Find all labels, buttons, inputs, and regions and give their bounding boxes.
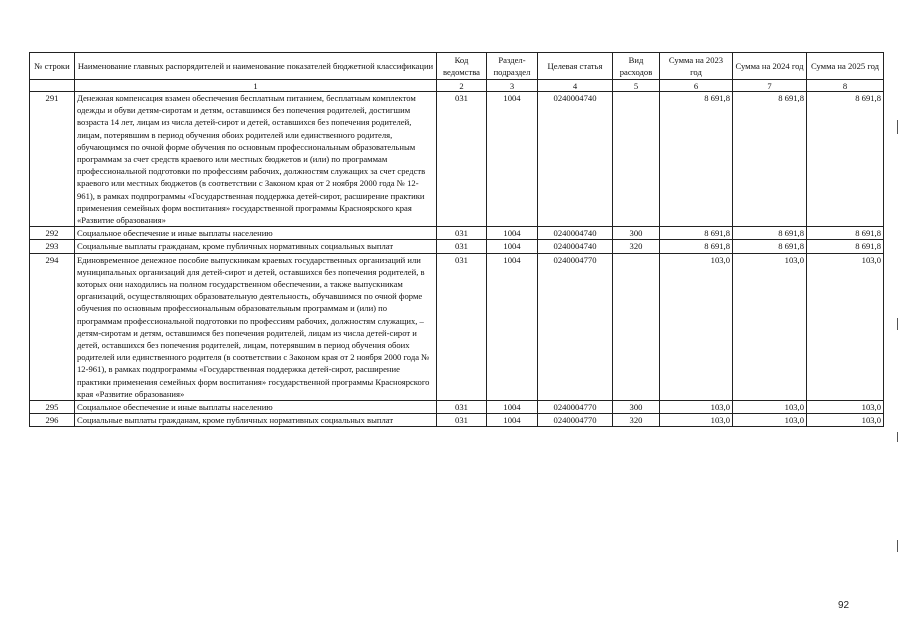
sum-2023: 8 691,8 bbox=[660, 92, 733, 227]
scan-edge-mark bbox=[897, 432, 898, 442]
row-name: Социальное обеспечение и иные выплаты населению bbox=[75, 401, 437, 414]
column-number: 4 bbox=[538, 80, 613, 92]
column-number bbox=[30, 80, 75, 92]
target-article: 0240004770 bbox=[538, 401, 613, 414]
section-code: 1004 bbox=[487, 414, 538, 427]
row-name: Единовременное денежное пособие выпускникам краевых государственных организаций или муниципальных организаций для детей-сирот и детей, оставшихся без попечения родителей, в которых они находились на полном государственном обеспечении, а также выпускникам организаций, осуществляющих образовательную деятельность, обучавшимся по очной форме обучения по основным профессиональным образовательным программам и (или) по программам профессиональной подготовки по профессиям рабочих, должностям служащих, – детям-сиротам и детям, оставшимся без попечения родителей, лицам из числа детей-сирот и детей, оставшихся без попечения родителей, лицам, потерявшим в период обучения обоих родителей или единственного родителя (в соответствии с Законом края от 2 ноября 2000 года № 12-961), в рамках подпрограммы «Государственная поддержка детей-сирот, расширение практики применения семейных форм воспитания» государственной программы Красноярского края «Развитие образования» bbox=[75, 253, 437, 400]
sum-2025: 8 691,8 bbox=[807, 227, 884, 240]
target-article: 0240004740 bbox=[538, 92, 613, 227]
column-number: 5 bbox=[613, 80, 660, 92]
target-article: 0240004770 bbox=[538, 414, 613, 427]
header-sum-2023: Сумма на 2023 год bbox=[660, 53, 733, 80]
section-code: 1004 bbox=[487, 92, 538, 227]
row-name: Социальные выплаты гражданам, кроме публичных нормативных социальных выплат bbox=[75, 240, 437, 253]
sum-2025: 8 691,8 bbox=[807, 92, 884, 227]
column-number: 8 bbox=[807, 80, 884, 92]
header-row-number: № строки bbox=[30, 53, 75, 80]
sum-2025: 103,0 bbox=[807, 253, 884, 400]
dept-code: 031 bbox=[437, 253, 487, 400]
dept-code: 031 bbox=[437, 240, 487, 253]
row-name: Социальные выплаты гражданам, кроме публичных нормативных социальных выплат bbox=[75, 414, 437, 427]
header-target-article: Целевая статья bbox=[538, 53, 613, 80]
column-number: 1 bbox=[75, 80, 437, 92]
sum-2023: 103,0 bbox=[660, 401, 733, 414]
header-expense-type: Вид расходов bbox=[613, 53, 660, 80]
sum-2023: 103,0 bbox=[660, 253, 733, 400]
sum-2023: 8 691,8 bbox=[660, 240, 733, 253]
expense-type: 320 bbox=[613, 240, 660, 253]
sum-2023: 103,0 bbox=[660, 414, 733, 427]
scan-edge-mark bbox=[897, 318, 898, 330]
header-sum-2025: Сумма на 2025 год bbox=[807, 53, 884, 80]
dept-code: 031 bbox=[437, 227, 487, 240]
row-number: 294 bbox=[30, 253, 75, 400]
sum-2025: 103,0 bbox=[807, 401, 884, 414]
section-code: 1004 bbox=[487, 253, 538, 400]
sum-2025: 103,0 bbox=[807, 414, 884, 427]
table-row bbox=[30, 227, 884, 240]
column-number: 6 bbox=[660, 80, 733, 92]
table-header-row bbox=[30, 53, 884, 80]
expense-type bbox=[613, 92, 660, 227]
table-row bbox=[30, 401, 884, 414]
row-number: 296 bbox=[30, 414, 75, 427]
scan-edge-mark bbox=[897, 540, 898, 552]
sum-2025: 8 691,8 bbox=[807, 240, 884, 253]
sum-2024: 103,0 bbox=[733, 414, 807, 427]
row-number: 293 bbox=[30, 240, 75, 253]
row-number: 291 bbox=[30, 92, 75, 227]
row-name: Социальное обеспечение и иные выплаты населению bbox=[75, 227, 437, 240]
expense-type: 300 bbox=[613, 401, 660, 414]
sum-2023: 8 691,8 bbox=[660, 227, 733, 240]
page-number: 92 bbox=[838, 600, 850, 611]
header-sum-2024: Сумма на 2024 год bbox=[733, 53, 807, 80]
header-section: Раздел- подраздел bbox=[487, 53, 538, 80]
column-number-row bbox=[30, 80, 884, 92]
header-dept-code: Код ведомства bbox=[437, 53, 487, 80]
budget-table bbox=[29, 52, 884, 427]
target-article: 0240004740 bbox=[538, 227, 613, 240]
expense-type: 320 bbox=[613, 414, 660, 427]
row-number: 292 bbox=[30, 227, 75, 240]
expense-type bbox=[613, 253, 660, 400]
sum-2024: 103,0 bbox=[733, 253, 807, 400]
column-number: 2 bbox=[437, 80, 487, 92]
scan-edge-mark bbox=[897, 120, 898, 134]
row-number: 295 bbox=[30, 401, 75, 414]
dept-code: 031 bbox=[437, 92, 487, 227]
table-row bbox=[30, 92, 884, 227]
dept-code: 031 bbox=[437, 414, 487, 427]
table-row bbox=[30, 240, 884, 253]
section-code: 1004 bbox=[487, 401, 538, 414]
expense-type: 300 bbox=[613, 227, 660, 240]
section-code: 1004 bbox=[487, 240, 538, 253]
table-row bbox=[30, 414, 884, 427]
dept-code: 031 bbox=[437, 401, 487, 414]
table-row bbox=[30, 253, 884, 400]
row-name: Денежная компенсация взамен обеспечения бесплатным питанием, бесплатным комплектом одежды и обуви детям-сиротам и детям, оставшимся без попечения родителей, достигшим возраста 14 лет, лицам из числа детей-сирот и детей, оставшихся без попечения родителей, лицам, потерявшим в период обучения обоих родителей или единственного родителя, обучающимся по очной форме обучения по основным профессиональным образовательным программам за счет средств краевого или местных бюджетов и (или) по программам профессиональной подготовки по профессиям рабочих, должностям служащих за счет средств краевого или местных бюджетов (в соответствии с Законом края от 2 ноября 2000 года № 12-961), в рамках подпрограммы «Государственная поддержка детей-сирот, расширение практики применения семейных форм воспитания» государственной программы Красноярского края «Развитие образования» bbox=[75, 92, 437, 227]
column-number: 3 bbox=[487, 80, 538, 92]
section-code: 1004 bbox=[487, 227, 538, 240]
header-name: Наименование главных распорядителей и наименование показателей бюджетной классификации bbox=[75, 53, 437, 80]
sum-2024: 103,0 bbox=[733, 401, 807, 414]
sum-2024: 8 691,8 bbox=[733, 92, 807, 227]
target-article: 0240004770 bbox=[538, 253, 613, 400]
target-article: 0240004740 bbox=[538, 240, 613, 253]
column-number: 7 bbox=[733, 80, 807, 92]
sum-2024: 8 691,8 bbox=[733, 240, 807, 253]
sum-2024: 8 691,8 bbox=[733, 227, 807, 240]
